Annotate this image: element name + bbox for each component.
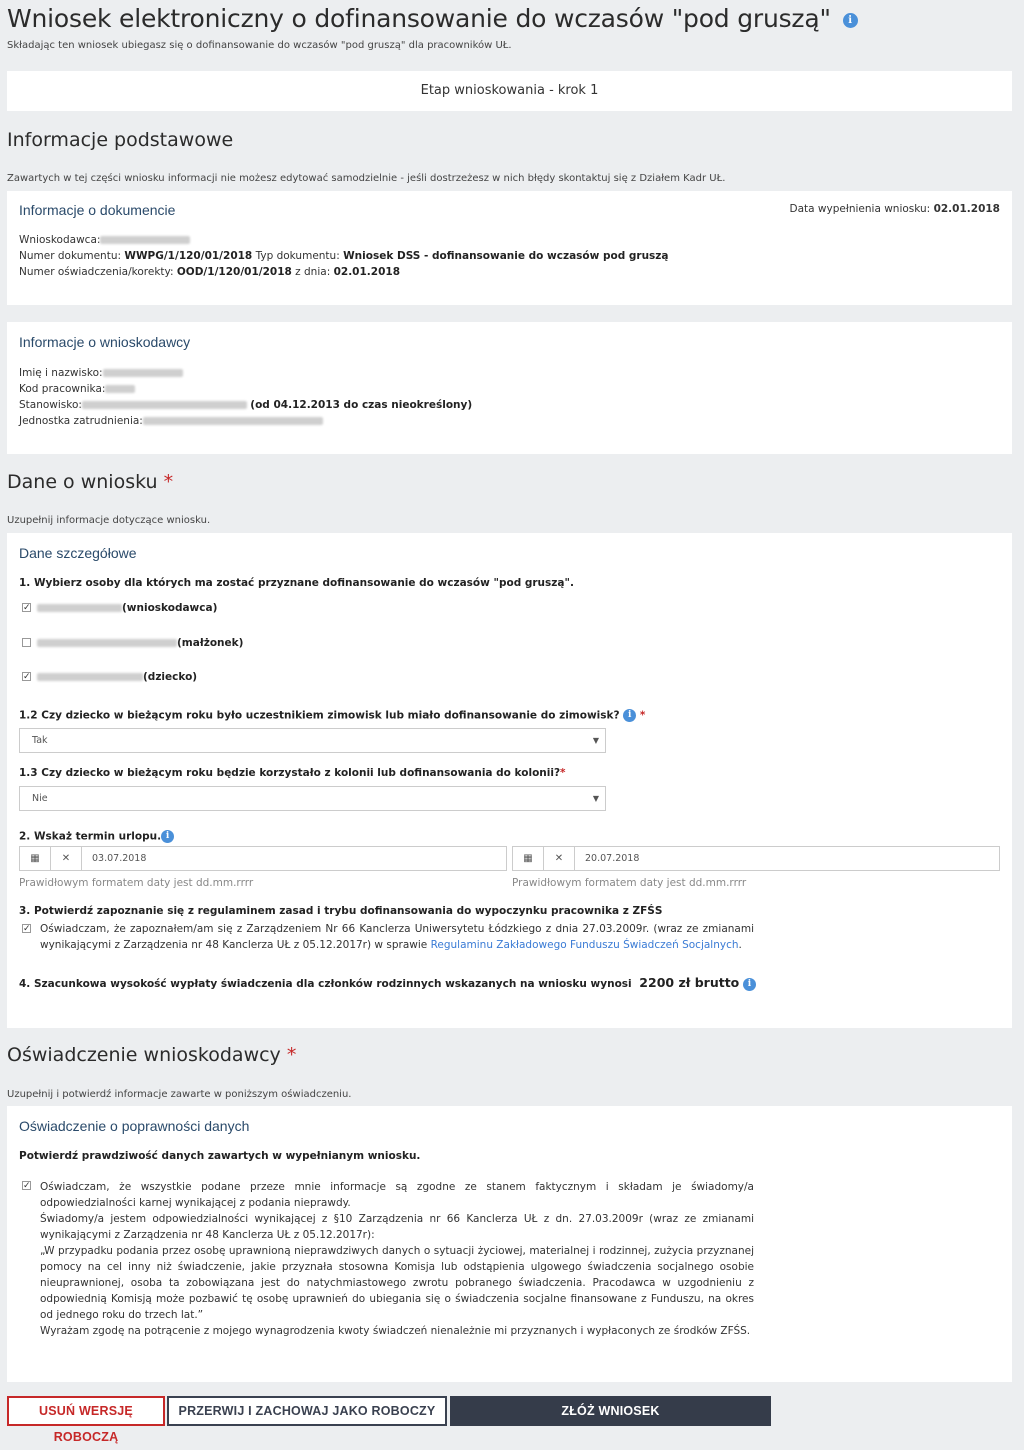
declaration-paragraph-4: Wyrażam zgodę na potrącenie z mojego wynagrodzenia kwoty świadczeń nienależnie mi przyznanych i wypłaconych ze środków ZFŚS. bbox=[40, 1325, 751, 1337]
applicant-line bbox=[19, 234, 190, 246]
position-label: Stanowisko: bbox=[19, 399, 82, 411]
estimated-amount: 2200 zł brutto bbox=[639, 975, 740, 990]
date-from-input[interactable]: 03.07.2018 bbox=[92, 853, 147, 864]
clear-icon[interactable]: ✕ bbox=[51, 847, 82, 870]
person-3 bbox=[37, 671, 197, 683]
position-period: (od 04.12.2013 do czas nieokreślony) bbox=[250, 399, 473, 411]
regulation-text-line-1: Oświadczam, że zapoznałem/am się z Zarządzeniem Nr 66 Kanclerza Uniwersytetu Łódzkiego z dnia 27.03.2009r. (wraz ze zmianami bbox=[40, 923, 754, 935]
info-icon[interactable]: i bbox=[843, 13, 858, 28]
position-line bbox=[19, 399, 472, 411]
redacted-code bbox=[105, 385, 135, 393]
person-role-2: (małżonek) bbox=[177, 637, 244, 649]
card-title-details: Dane szczegółowe bbox=[19, 545, 137, 561]
unit-line bbox=[19, 415, 323, 427]
regulation-text-line-2: wynikającymi z Zarządzenia nr 48 Kanclerza UŁ z 05.12.2017r) w sprawie Regulaminu Zakładowego Funduszu Świadczeń Socjalnych. bbox=[40, 939, 742, 951]
question-1: 1. Wybierz osoby dla których ma zostać przyznane dofinansowanie do wczasów "pod gruszą". bbox=[19, 577, 574, 589]
date-to-hint: Prawidłowym formatem daty jest dd.mm.rrrr bbox=[512, 877, 747, 889]
card-title-applicant: Informacje o wnioskodawcy bbox=[19, 334, 191, 350]
required-marker: * bbox=[639, 709, 646, 722]
unit-label: Jednostka zatrudnienia: bbox=[19, 415, 143, 427]
doc-type-value: Wniosek DSS - dofinansowanie do wczasów pod gruszą bbox=[343, 250, 669, 262]
chevron-down-icon: ▼ bbox=[592, 736, 599, 745]
section-desc-declaration: Uzupełnij i potwierdź informacje zawarte w poniższym oświadczeniu. bbox=[7, 1089, 352, 1100]
section-title-details bbox=[7, 471, 173, 493]
section-desc-details: Uzupełnij informacje dotyczące wniosku. bbox=[7, 515, 211, 526]
declaration-paragraph-1: Oświadczam, że wszystkie podane przeze mnie informacje są zgodne ze stanem faktycznym i składam je świadomy/a odpowiedzialności karnej wynikającej z podania nieprawdy. bbox=[40, 1181, 754, 1209]
redacted-person-2 bbox=[37, 639, 177, 647]
redacted-applicant bbox=[100, 236, 190, 244]
info-icon[interactable]: i bbox=[743, 978, 756, 991]
declaration-card bbox=[7, 1106, 1012, 1382]
statement-date-value: 02.01.2018 bbox=[333, 266, 401, 278]
fill-date bbox=[790, 203, 1000, 215]
declaration-paragraph-3: „W przypadku podania przez osobę uprawnioną nieprawdziwych danych o sytuacji życiowej, materialnej i rodzinnej, zużycia przyznanej pomocy na cel inny niż świadczenie, jakie przyznała stosowna Komisja lub odstąpienia ulgowego świadczenia socjalnego osobie nieuprawnionej, osoba ta zobowiązana jest do natychmiastowego zwrotu pobranego świadczenia. Pracodawca w uzgodnieniu z odpowiednią Komisją może pozbawić tę osobę uprawnień do ubiegania się o świadczenia socjalne finansowane z Funduszu, na okres od jednego roku do trzech lat.” bbox=[40, 1245, 754, 1321]
question-1-2-text: 1.2 Czy dziecko w bieżącym roku było uczestnikiem zimowisk lub miało dofinansowanie do zimowisk? bbox=[19, 709, 620, 722]
summer-camp-select[interactable] bbox=[19, 786, 606, 811]
section-title-declaration-text: Oświadczenie wnioskodawcy bbox=[7, 1044, 281, 1066]
redacted-name bbox=[103, 369, 183, 377]
person-checkbox-2[interactable] bbox=[22, 638, 31, 647]
statement-label: Numer oświadczenia/korekty: bbox=[19, 266, 174, 278]
applicant-info-card bbox=[7, 322, 1012, 454]
winter-camp-value: Tak bbox=[32, 735, 48, 746]
redacted-position bbox=[82, 401, 247, 409]
info-icon[interactable]: i bbox=[623, 709, 636, 722]
card-title-declaration: Oświadczenie o poprawności danych bbox=[19, 1118, 250, 1134]
page-subtitle: Składając ten wniosek ubiegasz się o dofinansowanie do wczasów "pod gruszą" dla pracowników UŁ. bbox=[7, 40, 512, 51]
declaration-paragraph-2: Świadomy/a jestem odpowiedzialności wynikającej z §10 Zarządzenia nr 66 Kanclerza UŁ z dn. 27.03.2009r (wraz ze zmianami wynikającymi z Zarządzenia nr 48 Kanclerza UŁ z 05.12.2017r): bbox=[40, 1213, 754, 1241]
question-4-text: 4. Szacunkowa wysokość wypłaty świadczenia dla członków rodzinnych wskazanych na wniosku wynosi bbox=[19, 978, 632, 990]
section-title-declaration bbox=[7, 1044, 296, 1066]
delete-draft-button[interactable]: USUŃ WERSJĘ ROBOCZĄ bbox=[7, 1396, 165, 1426]
statement-line bbox=[19, 266, 400, 278]
section-title-basic: Informacje podstawowe bbox=[7, 129, 234, 151]
save-draft-button[interactable]: PRZERWIJ I ZACHOWAJ JAKO ROBOCZY bbox=[167, 1396, 447, 1426]
doc-type-label: Typ dokumentu: bbox=[255, 250, 340, 262]
question-4 bbox=[19, 975, 756, 991]
regulation-text-part: wynikającymi z Zarządzenia nr 48 Kanclerza UŁ z 05.12.2017r) w sprawie bbox=[40, 939, 428, 951]
statement-date-label: z dnia: bbox=[295, 266, 331, 278]
section-title-details-text: Dane o wniosku bbox=[7, 471, 158, 493]
question-3: 3. Potwierdź zapoznanie się z regulaminem zasad i trybu dofinansowania do wypoczynku pracownika z ZFŚS bbox=[19, 905, 663, 917]
question-1-2 bbox=[19, 709, 645, 722]
calendar-icon[interactable]: ▦ bbox=[20, 847, 51, 870]
question-1-3 bbox=[19, 767, 566, 779]
details-card bbox=[7, 533, 1012, 1028]
required-marker: * bbox=[163, 471, 174, 493]
name-line bbox=[19, 367, 183, 379]
applicant-label: Wnioskodawca: bbox=[19, 234, 101, 246]
calendar-icon[interactable]: ▦ bbox=[513, 847, 544, 870]
person-role-1: (wnioskodawca) bbox=[122, 602, 218, 614]
chevron-down-icon: ▼ bbox=[592, 794, 599, 803]
clear-icon[interactable]: ✕ bbox=[544, 847, 575, 870]
info-icon[interactable]: i bbox=[161, 830, 174, 843]
checkmark-icon: ✓ bbox=[23, 1181, 31, 1191]
winter-camp-select[interactable] bbox=[19, 728, 606, 753]
question-2 bbox=[19, 830, 174, 843]
person-checkbox-3[interactable] bbox=[22, 672, 31, 681]
checkmark-icon: ✓ bbox=[23, 672, 31, 682]
statement-link[interactable]: OOD/1/120/01/2018 bbox=[176, 266, 292, 278]
code-line bbox=[19, 383, 135, 395]
person-1 bbox=[37, 602, 217, 614]
summer-camp-value: Nie bbox=[32, 793, 48, 804]
page-title bbox=[7, 4, 858, 33]
fill-date-value: 02.01.2018 bbox=[933, 203, 1000, 215]
page-title-text: Wniosek elektroniczny o dofinansowanie do wczasów "pod gruszą" bbox=[7, 4, 831, 33]
redacted-person-1 bbox=[37, 604, 122, 612]
required-marker: * bbox=[286, 1044, 297, 1066]
document-number-line bbox=[19, 250, 669, 262]
date-to-input[interactable]: 20.07.2018 bbox=[585, 853, 640, 864]
regulation-text bbox=[40, 921, 754, 953]
date-from-hint: Prawidłowym formatem daty jest dd.mm.rrrr bbox=[19, 877, 254, 889]
required-marker: * bbox=[560, 767, 566, 779]
person-role-3: (dziecko) bbox=[143, 671, 198, 683]
declaration-checkbox[interactable] bbox=[22, 1181, 31, 1190]
declaration-confirm: Potwierdź prawdziwość danych zawartych w wypełnianym wniosku. bbox=[19, 1150, 421, 1162]
doc-number-label: Numer dokumentu: bbox=[19, 250, 122, 262]
fill-date-label: Data wypełnienia wniosku: bbox=[789, 203, 931, 215]
card-title-document: Informacje o dokumencie bbox=[19, 202, 176, 218]
doc-number-value: WWPG/1/120/01/2018 bbox=[124, 250, 253, 262]
date-from-group bbox=[19, 846, 507, 871]
name-label: Imię i nazwisko: bbox=[19, 367, 103, 379]
redacted-unit bbox=[143, 417, 323, 425]
code-label: Kod pracownika: bbox=[19, 383, 106, 395]
regulation-link[interactable]: Regulaminu Zakładowego Funduszu Świadczeń Socjalnych bbox=[430, 939, 739, 951]
question-1-3-text: 1.3 Czy dziecko w bieżącym roku będzie korzystało z kolonii lub dofinansowania do kolonii? bbox=[19, 767, 561, 779]
document-info-card bbox=[7, 191, 1012, 305]
declaration-text bbox=[40, 1179, 754, 1339]
person-checkbox-1[interactable] bbox=[22, 603, 31, 612]
date-to-group bbox=[512, 846, 1000, 871]
checkmark-icon: ✓ bbox=[23, 603, 31, 613]
step-indicator: Etap wnioskowania - krok 1 bbox=[7, 71, 1012, 111]
question-2-text: 2. Wskaż termin urlopu. bbox=[19, 830, 162, 843]
checkmark-icon: ✓ bbox=[23, 924, 31, 934]
person-2 bbox=[37, 637, 243, 649]
redacted-person-3 bbox=[37, 673, 143, 681]
section-desc-basic: Zawartych w tej części wniosku informacji nie możesz edytować samodzielnie - jeśli dostrzeżesz w nich błędy skontaktuj się z Działem Kadr UŁ. bbox=[7, 173, 726, 184]
submit-button[interactable]: ZŁÓŻ WNIOSEK bbox=[450, 1396, 771, 1426]
regulation-checkbox[interactable] bbox=[22, 924, 31, 933]
